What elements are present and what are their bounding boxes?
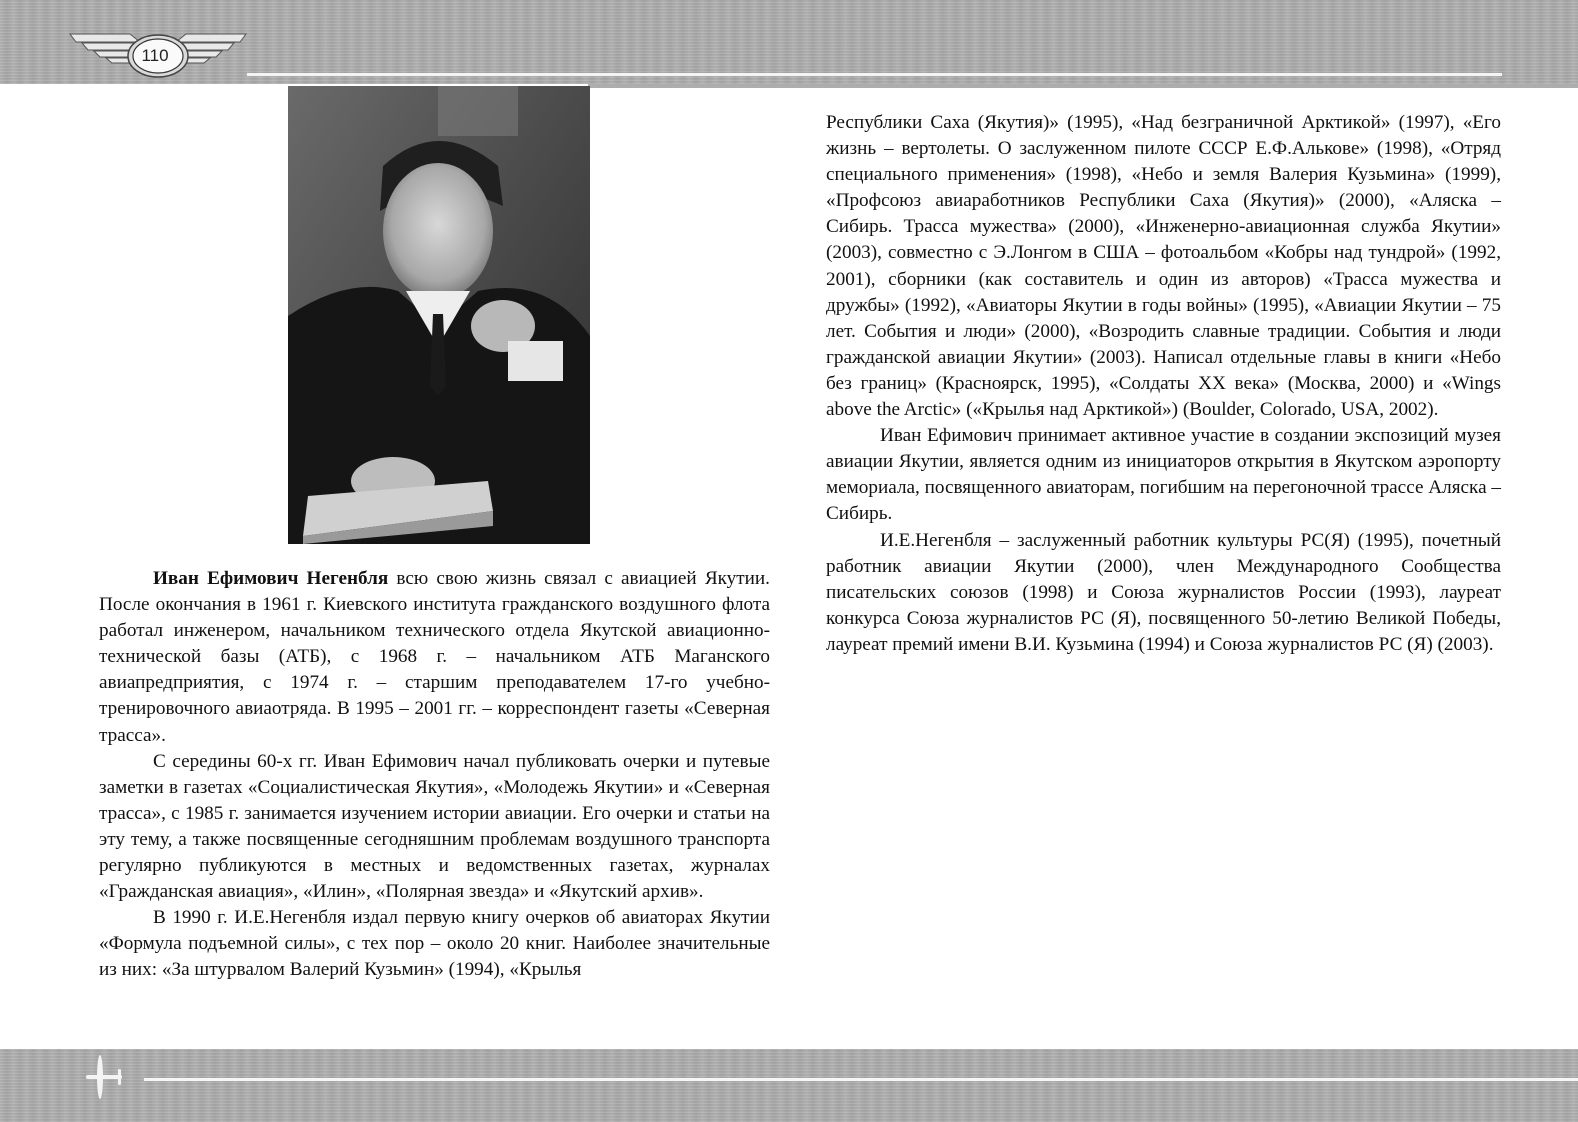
header-rule bbox=[247, 73, 1502, 76]
page-number: 110 bbox=[141, 46, 169, 65]
footer-band bbox=[0, 1049, 1578, 1122]
left-column bbox=[99, 566, 770, 984]
header-band-extension bbox=[588, 84, 1578, 88]
right-column bbox=[826, 110, 1501, 658]
portrait-photo bbox=[288, 86, 590, 544]
paragraph: И.Е.Негенбля – заслуженный работник культуры РС(Я) (1995), почетный работник авиации Якутии (2000), член Международного Сообщества писательских союзов (1998) и Союза журналистов России (1993), лауреат конкурса Союза журналистов РС (Я), посвященного 50-летию Великой Победы, лауреат премий имени В.И. Кузьмина (1994) и Союза журналистов РС (Я) (2003). bbox=[826, 529, 1501, 655]
paragraph: С середины 60-х гг. Иван Ефимович начал публиковать очерки и путевые заметки в газетах «Социалистическая Якутия», «Молодежь Якутии» и «Северная трасса», с 1985 г. занимается изучением истории авиации. Его очерки и статьи на эту тему, а также посвященные сегодняшним проблемам воздушного транспорта регулярно публикуются в местных и ведомственных газетах, журналах «Гражданская авиация», «Илин», «Полярная звезда» и «Якутский архив». bbox=[99, 750, 770, 903]
footer-rule bbox=[144, 1078, 1578, 1081]
paragraph bbox=[99, 566, 770, 749]
paragraph-text: всю свою жизнь связал с авиацией Якутии. После окончания в 1961 г. Киевского института гражданского воздушного флота работал инженером, начальником технического отдела Якутской авиационно-технической базы (АТБ), с 1968 г. – начальником АТБ Маганского авиапредприятия, с 1974 г. – старшим преподавателем 17-го учебно-тренировочного авиаотряда. В 1995 – 2001 гг. – корреспондент газеты «Северная трасса». bbox=[99, 568, 770, 746]
airplane-icon bbox=[84, 1053, 126, 1103]
paragraph: Иван Ефимович принимает активное участие в создании экспозиций музея авиации Якутии, является одним из инициаторов открытия в Якутском аэропорту мемориала, посвященного авиаторам, погибшим на перегоночной трассе Аляска – Сибирь. bbox=[826, 425, 1501, 525]
paragraph: В 1990 г. И.Е.Негенбля издал первую книгу очерков об авиаторах Якутии «Формула подъемной силы», с тех пор – около 20 книг. Наиболее значительные из них: «За штурвалом Валерий Кузьмин» (1994), «Крылья bbox=[99, 907, 770, 981]
paragraph: Республики Саха (Якутия)» (1995), «Над безграничной Арктикой» (1997), «Его жизнь – вертолеты. О заслуженном пилоте СССР Е.Ф.Алькове» (1998), «Отряд специального применения» (1998), «Небо и земля Валерия Кузьмина» (1999), «Профсоюз авиаработников Республики Саха (Якутия)» (2000), «Аляска – Сибирь. Трасса мужества» (2000), «Инженерно-авиационная служба Якутии» (2003), совместно с Э.Лонгом в США – фотоальбом «Кобры над тундрой» (1992, 2001), сборники (как составитель и один из авторов) «Трасса мужества и дружбы» (1992), «Авиаторы Якутии в годы войны» (1995), «Авиации Якутии – 75 лет. События и люди» (2000), «Возродить славные традиции. События и люди гражданской авиации Якутии» (2003). Написал отдельные главы в книги «Небо без границ» (Красноярск, 1995), «Солдаты XX века» (Москва, 2000) и «Wings above the Arctic» («Крылья над Арктикой») (Boulder, Colorado, USA, 2002). bbox=[826, 112, 1501, 421]
person-name: Иван Ефимович Негенбля bbox=[153, 568, 389, 589]
